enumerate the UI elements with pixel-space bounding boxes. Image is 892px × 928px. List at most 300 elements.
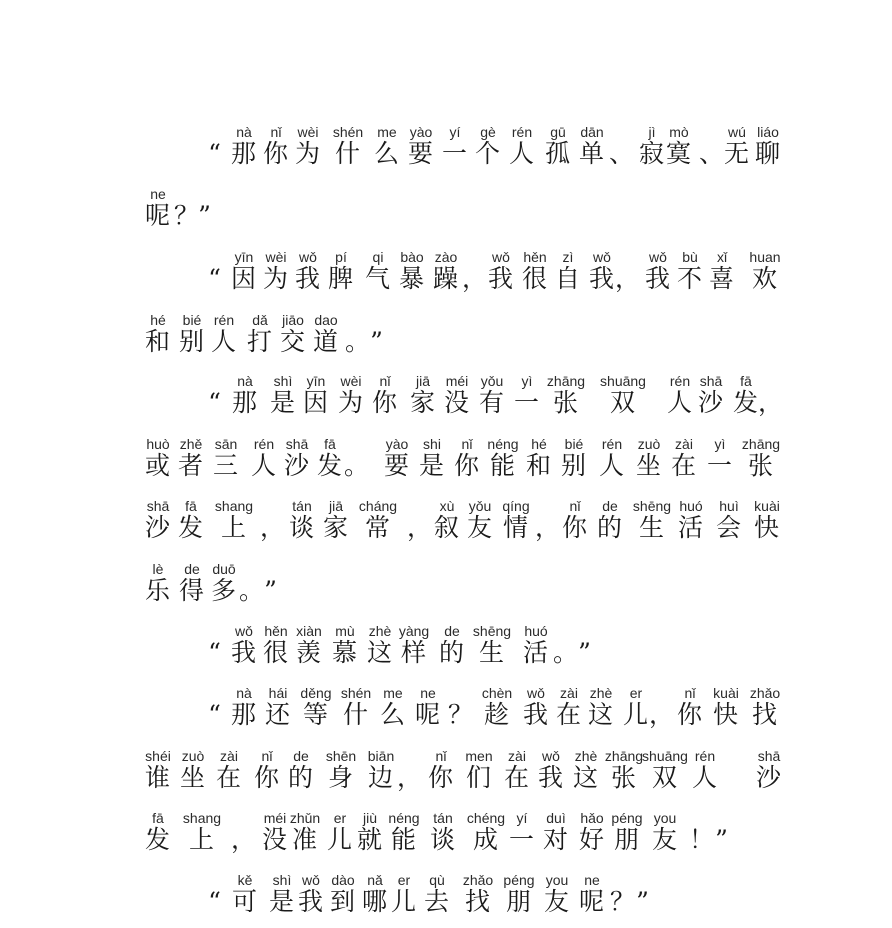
hanzi-character: 么	[379, 700, 407, 729]
hanzi-character: 友	[466, 513, 494, 542]
hanzi-character: 那	[231, 388, 259, 417]
pinyin-label: jì	[648, 124, 656, 140]
hanzi-character: 和	[525, 451, 553, 480]
text-line	[0, 561, 892, 617]
hanzi-character: 上	[188, 825, 216, 854]
pinyin-label: duō	[212, 561, 236, 577]
text-line	[0, 312, 892, 368]
pinyin-label: hé	[150, 312, 166, 328]
hanzi-character: 、	[698, 139, 726, 168]
pinyin-label: méi	[263, 810, 287, 826]
hanzi-character: 欢	[751, 264, 779, 293]
pinyin-label: duì	[546, 810, 566, 826]
hanzi-character: 到	[329, 887, 357, 916]
pinyin-label: lè	[152, 561, 164, 577]
pinyin-label: shén	[340, 685, 372, 701]
pinyin-label: fā	[185, 498, 197, 514]
pinyin-label: zhāng	[546, 373, 586, 389]
hanzi-character: 或	[144, 451, 172, 480]
pinyin-label: nà	[236, 124, 252, 140]
hanzi-character: 别	[178, 327, 206, 356]
hanzi-character: ”	[636, 887, 650, 916]
pinyin-label: nǐ	[569, 498, 581, 514]
pinyin-label: shuāng	[642, 748, 688, 764]
pinyin-label: xù	[439, 498, 455, 514]
hanzi-character: ”	[578, 638, 592, 667]
pinyin-label: jiā	[415, 373, 431, 389]
hanzi-character: 我	[588, 264, 616, 293]
hanzi-character: 成	[472, 825, 500, 854]
pinyin-label: bié	[182, 312, 202, 328]
pinyin-label: huó	[679, 498, 703, 514]
hanzi-character: 因	[230, 264, 258, 293]
pinyin-label: xǐ	[716, 249, 728, 265]
pinyin-label: de	[184, 561, 200, 577]
pinyin-label: zhāng	[604, 748, 644, 764]
pinyin-label: kuài	[754, 498, 780, 514]
hanzi-character: ，	[648, 700, 676, 729]
hanzi-character: 我	[487, 264, 515, 293]
hanzi-character: 我	[522, 700, 550, 729]
hanzi-character: 单	[578, 139, 606, 168]
pinyin-label: bié	[564, 436, 584, 452]
hanzi-character: 不	[676, 264, 704, 293]
pinyin-label: pí	[335, 249, 347, 265]
hanzi-character: 我	[297, 887, 325, 916]
pinyin-label: zhǎo	[462, 872, 494, 888]
hanzi-character: ，	[406, 513, 434, 542]
pinyin-label: zuò	[181, 748, 205, 764]
hanzi-character: 。	[344, 327, 372, 356]
hanzi-character: 别	[560, 451, 588, 480]
pinyin-label: wǒ	[235, 623, 253, 639]
hanzi-character: 是	[268, 887, 296, 916]
hanzi-character: 人	[508, 139, 536, 168]
hanzi-character: 叙	[433, 513, 461, 542]
hanzi-character: ”	[715, 825, 729, 854]
pinyin-label: wèi	[265, 249, 287, 265]
pinyin-label: xiàn	[296, 623, 322, 639]
hanzi-character: 发	[732, 388, 760, 417]
pinyin-label: ne	[420, 685, 436, 701]
hanzi-character: 就	[356, 825, 384, 854]
pinyin-label: wǒ	[542, 748, 560, 764]
pinyin-label: chèn	[481, 685, 513, 701]
hanzi-character: 道	[312, 327, 340, 356]
hanzi-character: 一	[508, 825, 536, 854]
pinyin-label: nǐ	[261, 748, 273, 764]
pinyin-label: nǐ	[435, 748, 447, 764]
text-line	[0, 373, 892, 429]
pinyin-label: mò	[669, 124, 689, 140]
hanzi-character: 儿	[622, 700, 650, 729]
hanzi-character: ，	[534, 513, 562, 542]
pinyin-label: er	[397, 872, 411, 888]
hanzi-character: 们	[465, 763, 493, 792]
hanzi-character: 孤	[544, 139, 572, 168]
hanzi-character: 在	[503, 763, 531, 792]
pinyin-label: rén	[213, 312, 235, 328]
hanzi-character: 沙	[755, 763, 783, 792]
hanzi-character: 坐	[635, 451, 663, 480]
pinyin-label: er	[629, 685, 643, 701]
pinyin-label: shā	[699, 373, 723, 389]
text-line	[0, 872, 892, 928]
pinyin-label: rén	[669, 373, 691, 389]
pinyin-label: nǎ	[367, 872, 383, 888]
hanzi-character: 坐	[179, 763, 207, 792]
pinyin-label: zhè	[368, 623, 392, 639]
pinyin-label: hěn	[523, 249, 547, 265]
pinyin-label: shang	[214, 498, 254, 514]
hanzi-character: 寞	[665, 139, 693, 168]
pinyin-label: shēn	[325, 748, 357, 764]
pinyin-label: shì	[272, 872, 292, 888]
pinyin-label: yì	[714, 436, 726, 452]
hanzi-character: 没	[261, 825, 289, 854]
pinyin-label: zhè	[574, 748, 598, 764]
pinyin-label: nǐ	[270, 124, 282, 140]
hanzi-character: 人	[598, 451, 626, 480]
text-line	[0, 685, 892, 741]
pinyin-label: dǎ	[252, 312, 268, 328]
hanzi-character: 你	[253, 763, 281, 792]
hanzi-character: 张	[747, 451, 775, 480]
pinyin-label: děng	[300, 685, 332, 701]
pinyin-label: shēng	[632, 498, 672, 514]
hanzi-character: 去	[423, 887, 451, 916]
pinyin-label: wèi	[297, 124, 319, 140]
hanzi-character: 友	[651, 825, 679, 854]
pinyin-label: yào	[385, 436, 409, 452]
hanzi-character: 生	[478, 638, 506, 667]
text-line	[0, 498, 892, 554]
pinyin-label: men	[465, 748, 493, 764]
hanzi-character: 打	[246, 327, 274, 356]
pinyin-label: zài	[675, 436, 693, 452]
pinyin-label: yīn	[234, 249, 254, 265]
pinyin-label: huó	[524, 623, 548, 639]
pinyin-label: me	[377, 124, 397, 140]
pinyin-label: nǐ	[461, 436, 473, 452]
pinyin-label: péng	[503, 872, 535, 888]
hanzi-character: 我	[230, 638, 258, 667]
hanzi-character: 谈	[429, 825, 457, 854]
hanzi-character: “	[208, 887, 222, 916]
text-line	[0, 436, 892, 492]
hanzi-character: 快	[712, 700, 740, 729]
hanzi-character: 还	[264, 700, 292, 729]
pinyin-label: hěn	[264, 623, 288, 639]
hanzi-character: 无	[723, 139, 751, 168]
pinyin-label: kě	[237, 872, 253, 888]
hanzi-character: 和	[144, 327, 172, 356]
pinyin-label: zhě	[179, 436, 203, 452]
pinyin-label: zài	[560, 685, 578, 701]
hanzi-character: 生	[638, 513, 666, 542]
hanzi-character: ，	[230, 825, 258, 854]
hanzi-character: 因	[302, 388, 330, 417]
pinyin-label: hé	[531, 436, 547, 452]
hanzi-character: 聊	[754, 139, 782, 168]
hanzi-character: 活	[522, 638, 550, 667]
hanzi-character: 脾	[327, 264, 355, 293]
hanzi-character: ”	[198, 201, 212, 230]
pinyin-label: nà	[236, 685, 252, 701]
pinyin-label: me	[383, 685, 403, 701]
hanzi-character: 朋	[505, 887, 533, 916]
hanzi-character: 哪	[361, 887, 389, 916]
hanzi-character: ，	[614, 264, 642, 293]
hanzi-character: 三	[212, 451, 240, 480]
pinyin-label: wèi	[340, 373, 362, 389]
pinyin-label: hái	[268, 685, 288, 701]
hanzi-character: ，	[396, 763, 424, 792]
pinyin-label: nǐ	[684, 685, 696, 701]
pinyin-label: de	[293, 748, 309, 764]
pinyin-label: zuò	[637, 436, 661, 452]
hanzi-character: 张	[610, 763, 638, 792]
pinyin-label: ne	[584, 872, 600, 888]
hanzi-character: 这	[366, 638, 394, 667]
hanzi-character: 羡	[295, 638, 323, 667]
hanzi-character: 很	[262, 638, 290, 667]
pinyin-label: jiāo	[282, 312, 304, 328]
pinyin-label: wǒ	[302, 872, 320, 888]
hanzi-character: 一	[441, 139, 469, 168]
pinyin-label: rén	[511, 124, 533, 140]
pinyin-label: kuài	[713, 685, 739, 701]
hanzi-character: 我	[644, 264, 672, 293]
pinyin-label: yǒu	[468, 498, 492, 514]
hanzi-character: 身	[327, 763, 355, 792]
text-line	[0, 623, 892, 679]
hanzi-character: 找	[464, 887, 492, 916]
pinyin-label: shā	[757, 748, 781, 764]
hanzi-character: 常	[364, 513, 392, 542]
pinyin-label: yīn	[306, 373, 326, 389]
pinyin-label: biān	[367, 748, 395, 764]
pinyin-label: shì	[273, 373, 293, 389]
hanzi-character: 准	[291, 825, 319, 854]
hanzi-character: 那	[230, 139, 258, 168]
pinyin-label: méi	[445, 373, 469, 389]
pinyin-label: you	[545, 872, 569, 888]
pinyin-label: dān	[580, 124, 604, 140]
hanzi-character: 沙	[144, 513, 172, 542]
hanzi-character: 会	[715, 513, 743, 542]
hanzi-character: 你	[453, 451, 481, 480]
pinyin-label: tán	[433, 810, 453, 826]
pinyin-label: wǒ	[527, 685, 545, 701]
hanzi-character: ”	[370, 327, 384, 356]
hanzi-character: 谈	[288, 513, 316, 542]
hanzi-character: 对	[542, 825, 570, 854]
pinyin-label: gū	[550, 124, 566, 140]
hanzi-character: 沙	[283, 451, 311, 480]
hanzi-character: 者	[177, 451, 205, 480]
pinyin-label: yàng	[398, 623, 430, 639]
hanzi-character: 发	[144, 825, 172, 854]
hanzi-character: 发	[316, 451, 344, 480]
hanzi-character: 谁	[144, 763, 172, 792]
pinyin-label: nǐ	[379, 373, 391, 389]
hanzi-character: 边	[367, 763, 395, 792]
pinyin-label: péng	[611, 810, 643, 826]
pinyin-label: néng	[388, 810, 420, 826]
hanzi-character: 上	[220, 513, 248, 542]
hanzi-character: 是	[269, 388, 297, 417]
pinyin-label: shi	[423, 436, 441, 452]
pinyin-label: huò	[146, 436, 170, 452]
hanzi-character: ？	[173, 201, 201, 230]
hanzi-character: 为	[262, 264, 290, 293]
hanzi-character: 多	[210, 576, 238, 605]
hanzi-character: 。	[238, 576, 266, 605]
pinyin-label: bào	[400, 249, 424, 265]
hanzi-character: 等	[302, 700, 330, 729]
pinyin-label: wǒ	[299, 249, 317, 265]
hanzi-character: 你	[676, 700, 704, 729]
text-line	[0, 186, 892, 242]
pinyin-label: yǒu	[480, 373, 504, 389]
pinyin-label: fā	[324, 436, 336, 452]
hanzi-character: 在	[215, 763, 243, 792]
text-line	[0, 249, 892, 305]
hanzi-character: 朋	[613, 825, 641, 854]
hanzi-character: 样	[400, 638, 428, 667]
hanzi-character: 发	[177, 513, 205, 542]
pinyin-label: yì	[521, 373, 533, 389]
pinyin-label: qù	[429, 872, 445, 888]
pinyin-label: sān	[214, 436, 238, 452]
hanzi-character: 活	[677, 513, 705, 542]
pinyin-label: fā	[152, 810, 164, 826]
hanzi-character: 能	[390, 825, 418, 854]
hanzi-character: 什	[342, 700, 370, 729]
hanzi-character: 为	[294, 139, 322, 168]
pinyin-label: zhè	[589, 685, 613, 701]
pinyin-label: zhǎo	[749, 685, 781, 701]
hanzi-character: 人	[250, 451, 278, 480]
pinyin-label: rén	[253, 436, 275, 452]
pinyin-label: nà	[237, 373, 253, 389]
hanzi-character: 气	[364, 264, 392, 293]
hanzi-character: “	[208, 388, 222, 417]
hanzi-character: 的	[287, 763, 315, 792]
pinyin-label: shuāng	[600, 373, 646, 389]
hanzi-character: 得	[178, 576, 206, 605]
pinyin-label: dào	[331, 872, 355, 888]
hanzi-character: 儿	[390, 887, 418, 916]
pinyin-label: shang	[182, 810, 222, 826]
pinyin-label: yí	[449, 124, 461, 140]
hanzi-character: 找	[751, 700, 779, 729]
pinyin-label: zhǔn	[289, 810, 321, 826]
hanzi-character: 呢	[414, 700, 442, 729]
pinyin-label: mù	[335, 623, 355, 639]
hanzi-character: 双	[609, 388, 637, 417]
hanzi-character: 、	[608, 139, 636, 168]
text-line	[0, 124, 892, 180]
hanzi-character: 自	[554, 264, 582, 293]
hanzi-character: ”	[264, 576, 278, 605]
hanzi-character: 的	[438, 638, 466, 667]
pinyin-label: you	[653, 810, 677, 826]
pinyin-label: zhāng	[741, 436, 781, 452]
hanzi-character: 在	[555, 700, 583, 729]
pinyin-label: de	[602, 498, 618, 514]
hanzi-character: 个	[474, 139, 502, 168]
hanzi-character: ？	[609, 887, 637, 916]
hanzi-character: “	[208, 700, 222, 729]
hanzi-character: 要	[383, 451, 411, 480]
pinyin-label: zài	[508, 748, 526, 764]
pinyin-label: cháng	[358, 498, 398, 514]
pinyin-label: rén	[694, 748, 716, 764]
hanzi-character: 很	[521, 264, 549, 293]
hanzi-character: ！	[688, 825, 716, 854]
pinyin-label: yào	[409, 124, 433, 140]
pinyin-label: rén	[601, 436, 623, 452]
hanzi-character: 么	[373, 139, 401, 168]
hanzi-character: 为	[337, 388, 365, 417]
hanzi-character: 儿	[326, 825, 354, 854]
hanzi-character: 什	[334, 139, 362, 168]
pinyin-label: zài	[220, 748, 238, 764]
pinyin-label: gè	[480, 124, 496, 140]
hanzi-character: 我	[537, 763, 565, 792]
hanzi-character: 你	[371, 388, 399, 417]
pinyin-label: liáo	[757, 124, 779, 140]
hanzi-character: 暴	[398, 264, 426, 293]
hanzi-character: 乐	[144, 576, 172, 605]
hanzi-character: 。	[552, 638, 580, 667]
hanzi-character: ，	[461, 264, 489, 293]
hanzi-character: 人	[691, 763, 719, 792]
pinyin-label: huì	[719, 498, 739, 514]
pinyin-label: shā	[146, 498, 170, 514]
hanzi-character: 。	[343, 451, 371, 480]
pinyin-label: fā	[740, 373, 752, 389]
pinyin-label: wǒ	[593, 249, 611, 265]
hanzi-character: 友	[543, 887, 571, 916]
pinyin-label: wú	[728, 124, 746, 140]
hanzi-character: 双	[651, 763, 679, 792]
hanzi-character: 交	[279, 327, 307, 356]
pinyin-label: de	[444, 623, 460, 639]
pinyin-label: qi	[372, 249, 384, 265]
hanzi-character: 可	[231, 887, 259, 916]
hanzi-character: 那	[230, 700, 258, 729]
hanzi-character: 没	[443, 388, 471, 417]
hanzi-character: 喜	[708, 264, 736, 293]
hanzi-character: 我	[294, 264, 322, 293]
hanzi-character: 要	[407, 139, 435, 168]
hanzi-character: 躁	[432, 264, 460, 293]
pinyin-label: jiā	[328, 498, 344, 514]
hanzi-character: 你	[262, 139, 290, 168]
hanzi-character: 家	[322, 513, 350, 542]
pinyin-label: shēng	[472, 623, 512, 639]
hanzi-character: 有	[478, 388, 506, 417]
pinyin-label: yí	[516, 810, 528, 826]
pinyin-label: qíng	[502, 498, 530, 514]
pinyin-label: dao	[314, 312, 338, 328]
hanzi-character: 家	[409, 388, 437, 417]
hanzi-character: 慕	[331, 638, 359, 667]
pinyin-label: tán	[292, 498, 312, 514]
